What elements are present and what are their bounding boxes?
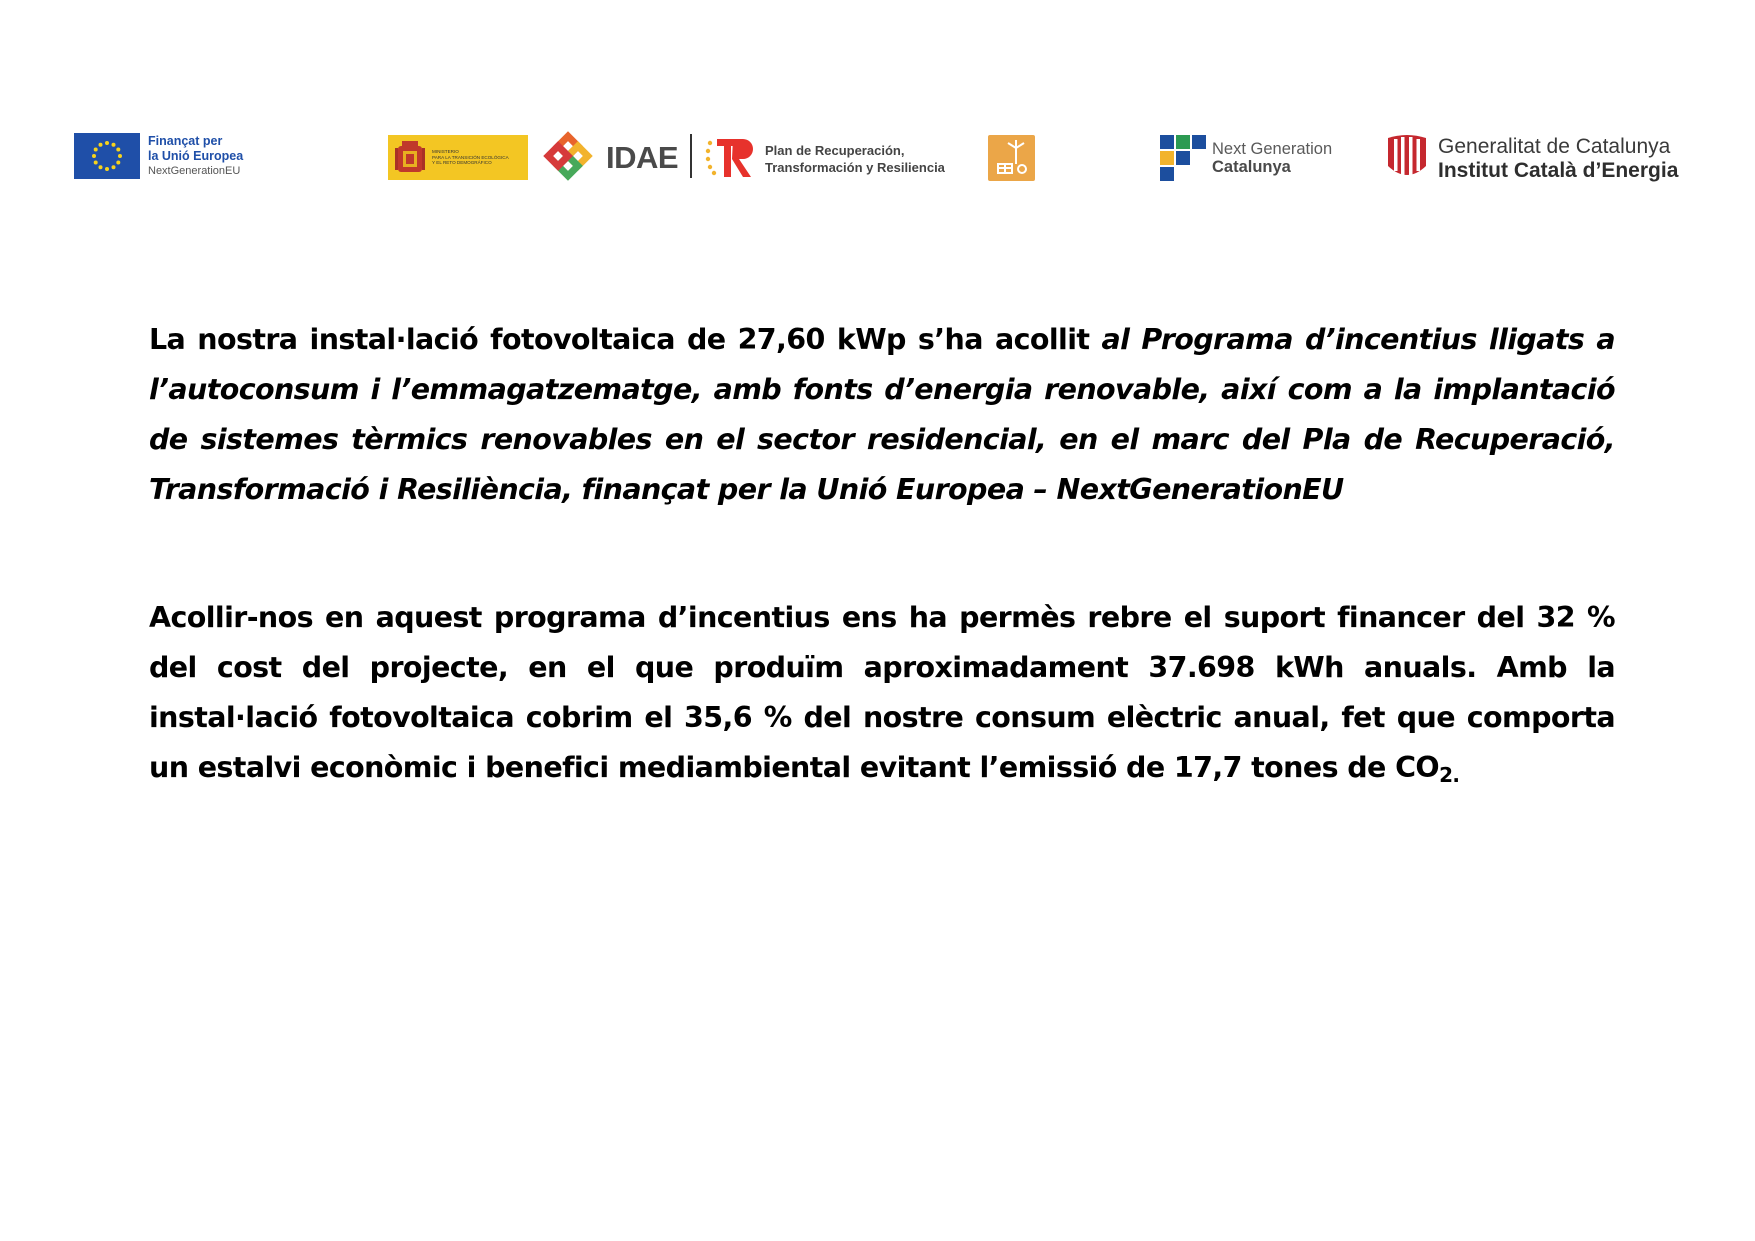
prtr-line1: Plan de Recuperación, [765, 143, 905, 158]
ngc-line2: Catalunya [1212, 158, 1291, 176]
logo-separator [690, 134, 692, 178]
program-paragraph [149, 315, 1615, 515]
eu-logo-line3: NextGenerationEU [148, 164, 241, 177]
ministerio-logo [388, 135, 528, 180]
idae-wordmark: IDAE [606, 140, 679, 175]
spain-coat-of-arms-icon [394, 140, 426, 176]
next-generation-catalunya-logo [1160, 135, 1332, 181]
generalitat-logo [1386, 132, 1678, 186]
eu-funding-logo [74, 133, 243, 179]
results-paragraph-text: Acollir-nos en aquest programa d’incentius ens ha permès rebre el suport financer del 32 % del cost del projecte, en el que produïm aproximadament 37.698 kWh anuals. Amb la instal·lació fotovoltaica cobrim el 35,6 % del nostre consum elèctric anual, fet que comporta un estalvi econòmic i benefici mediambiental evitant l’emissió de 17,7 tones de CO [149, 600, 1615, 784]
generalitat-line1: Generalitat de Catalunya [1438, 135, 1671, 158]
senyera-emblem-icon [1386, 132, 1428, 186]
ngc-line1: Next Generation [1212, 140, 1333, 158]
idae-logo [536, 131, 678, 185]
logo-bar [0, 128, 1755, 188]
program-paragraph-lead: La nostra instal·lació fotovoltaica de 27,60 kWp s’ha acollit [149, 322, 1102, 356]
idae-emblem-icon [536, 131, 600, 185]
prtr-line2: Transformación y Resiliencia [765, 160, 945, 175]
prtr-logo [705, 133, 945, 185]
eu-logo-line2: la Unió Europea [148, 148, 244, 163]
generalitat-line2: Institut Català d’Energia [1438, 159, 1679, 182]
eu-logo-line1: Finançat per [148, 133, 223, 148]
ministerio-line1: MINISTERIO [432, 149, 459, 155]
solar-wind-energy-icon [988, 135, 1035, 181]
ministerio-line2: PARA LA TRANSICIÓN ECOLÓGICA [432, 154, 509, 160]
prtr-emblem-icon [705, 133, 757, 185]
eu-flag-icon [74, 133, 140, 179]
program-paragraph-italic: al Programa d’incentius lligats a l’autoconsum i l’emmagatzematge, amb fonts d’energia renovable, així com a la implantació de sistemes tèrmics renovables en el sector residencial, en el marc del Pla de Recuperació, Transformació i Resiliència, finançat per la Unió Europea – NextGenerationEU [149, 322, 1615, 506]
results-paragraph [149, 593, 1615, 793]
ngc-grid-icon [1160, 135, 1206, 181]
co2-subscript: 2. [1439, 762, 1460, 787]
ministerio-line3: Y EL RETO DEMOGRÁFICO [432, 160, 492, 166]
